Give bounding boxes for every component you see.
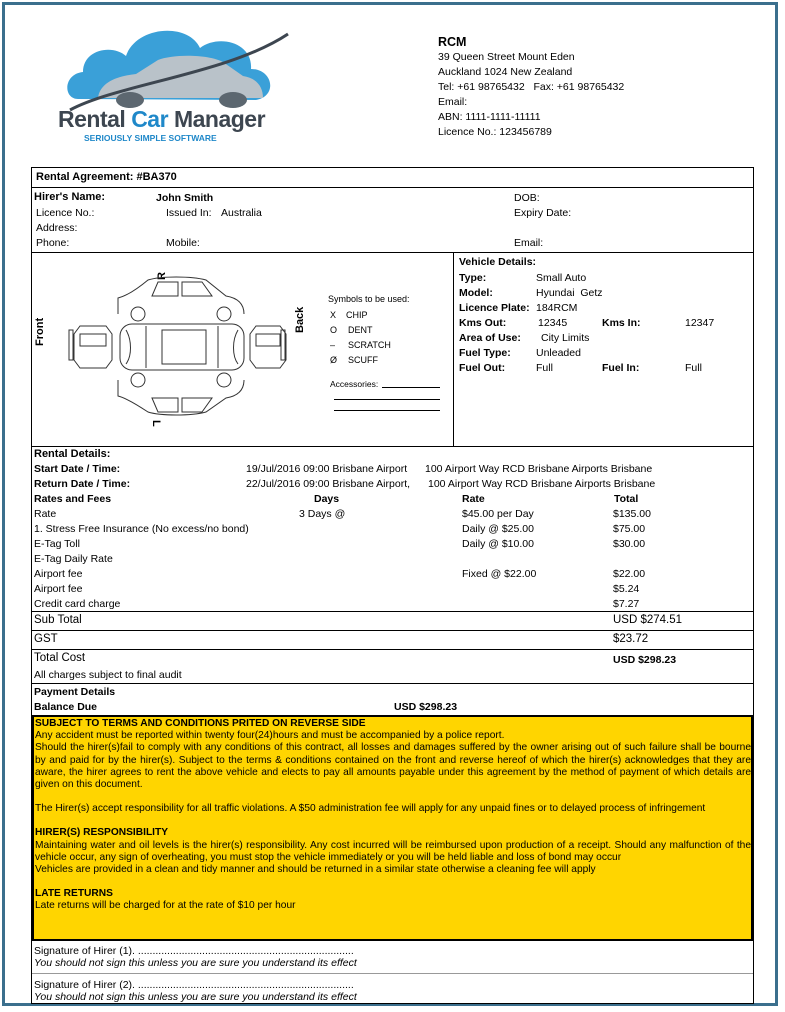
terms-paragraph: The Hirer(s) accept responsibility for all traffic violations. A $50 administration fee will apply for any unpaid fines or to delayed process of infringement <box>35 803 706 815</box>
responsibility-heading: HIRER(S) RESPONSIBILITY <box>35 827 169 839</box>
signature-hirer-1[interactable]: Signature of Hirer (1). .......................................................................... <box>34 945 354 957</box>
logo-wordmark: Rental Car Manager <box>58 106 266 132</box>
signature-note: You should not sign this unless you are sure you understand its effect <box>34 991 357 1003</box>
table-row: E-Tag Daily Rate <box>34 553 113 565</box>
balance-value: USD $298.23 <box>394 701 458 713</box>
back-label: Back <box>294 306 306 333</box>
address-label: Address: <box>36 222 78 234</box>
kms-in: 12347 <box>685 317 715 329</box>
phone-label: Phone: <box>36 237 70 249</box>
mobile-label: Mobile: <box>166 237 200 249</box>
total-cost-value: USD $298.23 <box>613 654 677 666</box>
company-name: RCM <box>438 35 467 49</box>
kms-out-label: Kms Out: <box>459 317 507 329</box>
right-side-label: R <box>156 272 168 280</box>
company-licence: Licence No.: 123456789 <box>438 126 552 138</box>
company-email: Email: <box>438 96 468 108</box>
accessories-line <box>334 410 440 411</box>
logo <box>58 14 298 144</box>
fuel-out-label: Fuel Out: <box>459 362 506 374</box>
terms-and-conditions <box>35 718 751 913</box>
issued-label: Issued In: <box>166 207 212 219</box>
payment-title: Payment Details <box>34 686 116 698</box>
company-info <box>438 34 624 140</box>
vehicle-title: Vehicle Details: <box>459 256 537 268</box>
terms-paragraph: Should the hirer(s)fail to comply with any conditions of this contract, all losses and damages suffered by the owner arising out of such failure shall be bourne by and paid for by the hirer(s). Subject to the terms & conditions contained on the front and reverse hereof of which the hirer(s) acknowledges that they are aware, the hirer agrees to rent the above vehicle and elects to pay all amounts payable under this agreement by the method of payment of which details are given on this document. <box>35 742 751 791</box>
vehicle-type: Small Auto <box>536 272 587 284</box>
total-cost-label: Total Cost <box>34 652 86 664</box>
table-row: Credit card charge $7.27 <box>34 598 640 610</box>
table-row: Airport fee Fixed @ $22.00 $22.00 <box>34 568 646 580</box>
kms-in-label: Kms In: <box>602 317 641 329</box>
logo-tagline: SERIOUSLY SIMPLE SOFTWARE <box>84 133 217 143</box>
area-label: Area of Use: <box>459 332 521 344</box>
start-label: Start Date / Time: <box>34 463 121 475</box>
vehicle-model-label: Model: <box>459 287 493 299</box>
audit-note: All charges subject to final audit <box>34 669 182 681</box>
fuel-in: Full <box>685 362 702 374</box>
email-label: Email: <box>514 237 544 249</box>
fuel-type: Unleaded <box>536 347 581 359</box>
left-side-label: L <box>150 420 162 427</box>
vehicle-plate: 184RCM <box>536 302 578 314</box>
signature-hirer-2[interactable]: Signature of Hirer (2). .......................................................................... <box>34 979 354 991</box>
company-abn: ABN: 1111-1111-11111 <box>438 111 541 123</box>
accessories-line <box>334 399 440 400</box>
accessories-line <box>382 387 440 388</box>
start-value: 19/Jul/2016 09:00 Brisbane Airport <box>246 463 408 475</box>
hirer-name-label: Hirer's Name: <box>34 191 106 203</box>
dob-label: DOB: <box>514 192 540 204</box>
rental-title: Rental Details: <box>34 448 111 460</box>
kms-out: 12345 <box>538 317 568 329</box>
accessories-label: Accessories: <box>330 379 379 389</box>
table-row: 1. Stress Free Insurance (No excess/no bond) Daily @ $25.00 $75.00 <box>34 523 646 535</box>
table-row: Airport fee $5.24 <box>34 583 640 595</box>
fees-header-name: Rates and Fees <box>34 493 112 505</box>
expiry-label: Expiry Date: <box>514 207 572 219</box>
balance-label: Balance Due <box>34 701 98 713</box>
table-row: Rate 3 Days @ $45.00 per Day $135.00 <box>34 508 651 520</box>
licence-label: Licence No.: <box>36 207 95 219</box>
signature-note: You should not sign this unless you are sure you understand its effect <box>34 957 357 969</box>
vehicle-plate-label: Licence Plate: <box>459 302 530 314</box>
company-address-2: Auckland 1024 New Zealand <box>438 66 573 78</box>
hirer-name: John Smith <box>156 192 214 204</box>
area-value: City Limits <box>541 332 590 344</box>
terms-paragraph: Late returns will be charged for at the rate of $10 per hour <box>35 900 296 912</box>
start-address: 100 Airport Way RCD Brisbane Airports Brisbane <box>425 463 653 475</box>
fees-header-days: Days <box>314 493 340 505</box>
terms-paragraph: Maintaining water and oil levels is the hirer(s) responsibility. Any cost incurred will be reimbursed upon production of a receipt. Should any malfunction of the vehicle occur, any sign of overheating, you must stop the vehicle immediately or you will be held liable and loss of bond may occur <box>35 839 751 863</box>
agreement-title: Rental Agreement: #BA370 <box>36 171 177 183</box>
fuel-in-label: Fuel In: <box>602 362 640 374</box>
return-value: 22/Jul/2016 09:00 Brisbane Airport, <box>246 478 411 490</box>
gst-value: $23.72 <box>613 633 649 645</box>
company-tel-fax: Tel: +61 98765432 Fax: +61 98765432 <box>438 81 625 93</box>
company-address-1: 39 Queen Street Mount Eden <box>438 51 575 63</box>
vehicle-type-label: Type: <box>459 272 487 284</box>
fuel-type-label: Fuel Type: <box>459 347 511 359</box>
fees-header-total: Total <box>614 493 639 505</box>
issued-value: Australia <box>221 207 262 219</box>
subtotal-label: Sub Total <box>34 614 82 626</box>
terms-heading: SUBJECT TO TERMS AND CONDITIONS PRITED ON REVERSE SIDE <box>35 718 366 729</box>
late-returns-heading: LATE RETURNS <box>35 888 113 900</box>
return-address: 100 Airport Way RCD Brisbane Airports Brisbane <box>428 478 656 490</box>
subtotal-value: USD $274.51 <box>613 614 683 626</box>
table-row: E-Tag Toll Daily @ $10.00 $30.00 <box>34 538 646 550</box>
symbols-title: Symbols to be used: <box>328 294 410 304</box>
gst-label: GST <box>34 633 58 645</box>
return-label: Return Date / Time: <box>34 478 131 490</box>
car-damage-diagram <box>66 268 288 424</box>
rental-agreement-form <box>31 167 754 1004</box>
front-label: Front <box>34 317 46 346</box>
terms-paragraph: Any accident must be reported within twenty four(24)hours and must be accompanied by a police report. <box>35 730 505 742</box>
vehicle-model: Hyundai Getz <box>536 287 603 299</box>
terms-paragraph: Vehicles are provided in a clean and tidy manner and should be returned in a similar state otherwise a cleaning fee will apply <box>35 864 596 876</box>
fees-header-rate: Rate <box>462 493 485 505</box>
fuel-out: Full <box>536 362 553 374</box>
symbol-legend: X CHIP O DENT – SCRATCH Ø SCUFF <box>330 310 391 365</box>
